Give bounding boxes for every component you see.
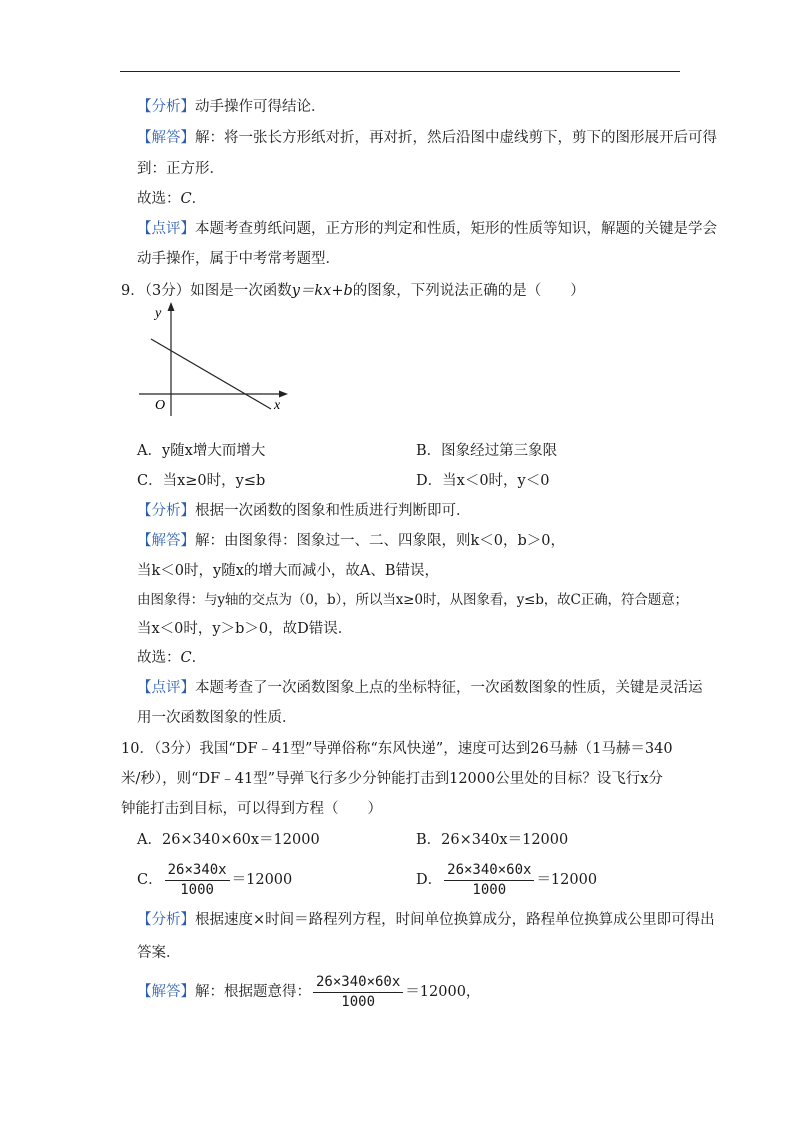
q8-comment-line-2: 动手操作，属于中考常考题型． <box>137 251 340 267</box>
q9-answer-line-1 <box>137 531 565 551</box>
option-text: 当x＜0时，y＜0 <box>442 473 550 489</box>
option-label: A． <box>137 832 162 848</box>
linear-function-graph <box>135 296 295 420</box>
answer-tag: 【解答】 <box>137 130 195 146</box>
q10-analysis-line-1 <box>137 910 715 930</box>
q10-stem-line-2: 米/秒），则“DF﹣41型”导弹飞行多少分钟能打击到12000公里处的目标？设飞行x分 <box>121 771 663 787</box>
fraction-numerator: 26×340x <box>165 862 230 881</box>
analysis-tag: 【分析】 <box>137 503 195 519</box>
q8-analysis <box>137 97 326 117</box>
option-label: D． <box>416 473 443 489</box>
q9-stem-prefix: 9．（3分）如图是一次函数 <box>121 283 292 299</box>
option-label: B． <box>416 832 442 848</box>
q8-answer-line-2: 到：正方形． <box>137 161 224 177</box>
y-axis-label: y <box>155 306 162 321</box>
comment-tag: 【点评】 <box>137 680 195 696</box>
q9-comment-line-1 <box>137 678 703 698</box>
answer-tag: 【解答】 <box>137 984 195 1000</box>
answer-text: 解：将一张长方形纸对折，再对折，然后沿图中虚线剪下，剪下的图形展开后可得 <box>195 130 717 146</box>
option-label: D． <box>416 872 443 888</box>
option-text: y随x增大而增大 <box>161 443 266 459</box>
comment-text: 本题考查剪纸问题，正方形的判定和性质，矩形的性质等知识，解题的关键是学会 <box>195 221 717 237</box>
origin-label: O <box>155 398 166 413</box>
q9-option-c <box>137 471 265 491</box>
answer-prefix: 解：根据题意得： <box>195 984 311 1000</box>
answer-text: 解：由图象得：图象过一、二、四象限，则k＜0，b＞0， <box>195 533 566 549</box>
q9-option-b <box>416 441 557 461</box>
option-label: B． <box>416 443 442 459</box>
function-line <box>151 339 271 409</box>
choose-suffix: ． <box>191 650 207 666</box>
option-rest: ＝12000 <box>231 872 293 888</box>
option-label: C． <box>137 872 163 888</box>
q9-equation: y＝kx+b <box>291 283 353 299</box>
q9-answer-line-4: 当x＜0时，y＞b＞0，故D错误． <box>137 621 353 637</box>
choose-letter: C <box>180 650 192 666</box>
q9-answer-line-3: 由图象得：与y轴的交点为（0，b），所以当x≥0时，从图象看，y≤b，故C正确，符合题意； <box>137 592 688 608</box>
option-text: 26×340x＝12000 <box>441 832 569 848</box>
y-axis-arrow <box>168 302 175 311</box>
q10-stem-line-3: 钟能打击到目标，可以得到方程（ ） <box>121 801 382 817</box>
q10-answer <box>137 973 480 1011</box>
fraction-numerator: 26×340×60x <box>313 974 403 993</box>
q10-option-a <box>137 830 320 850</box>
choose-letter: C <box>180 191 192 207</box>
q8-answer-line-1 <box>137 128 717 148</box>
fraction <box>313 974 403 1011</box>
choose-suffix: ． <box>191 191 207 207</box>
choose-prefix: 故选： <box>137 650 181 666</box>
fraction-denominator: 1000 <box>341 993 375 1010</box>
option-rest: ＝12000 <box>536 872 598 888</box>
fraction-numerator: 26×340×60x <box>444 862 534 881</box>
q9-analysis <box>137 501 471 521</box>
q9-option-a <box>137 441 265 461</box>
option-text: 图象经过第三象限 <box>441 443 558 459</box>
q9-choose <box>137 648 206 668</box>
q8-comment-line-1 <box>137 219 717 239</box>
choose-prefix: 故选： <box>137 191 181 207</box>
q8-choose <box>137 189 206 209</box>
fraction <box>444 862 534 899</box>
q9-stem-suffix: 的图象，下列说法正确的是（ ） <box>352 283 585 299</box>
fraction <box>165 862 230 899</box>
q10-option-b <box>416 830 568 850</box>
option-text: 当x≥0时，y≤b <box>162 473 266 489</box>
q10-stem-line-1: 10．（3分）我国“DF﹣41型”导弹俗称“东风快递”，速度可达到26马赫（1马赫＝340 <box>121 741 673 757</box>
header-rule <box>120 71 680 72</box>
analysis-text: 根据速度×时间＝路程列方程，时间单位换算成分，路程单位换算成公里即可得出 <box>195 912 715 928</box>
q10-option-d <box>416 861 597 899</box>
fraction-denominator: 1000 <box>180 881 214 898</box>
analysis-tag: 【分析】 <box>137 99 195 115</box>
comment-tag: 【点评】 <box>137 221 195 237</box>
x-axis-arrow <box>279 391 288 398</box>
q10-option-c <box>137 861 292 899</box>
analysis-tag: 【分析】 <box>137 912 195 928</box>
answer-tag: 【解答】 <box>137 533 195 549</box>
analysis-text: 根据一次函数的图象和性质进行判断即可． <box>195 503 471 519</box>
option-label: C． <box>137 473 163 489</box>
x-axis-label: x <box>274 398 281 413</box>
option-text: 26×340×60x＝12000 <box>161 832 320 848</box>
answer-rest: ＝12000， <box>405 984 481 1000</box>
fraction-denominator: 1000 <box>472 881 507 898</box>
q10-analysis-line-2: 答案． <box>137 945 181 961</box>
q9-answer-line-2: 当k＜0时，y随x的增大而减小，故A、B错误， <box>137 563 440 579</box>
q9-comment-line-2: 用一次函数图象的性质． <box>137 710 297 726</box>
q9-option-d <box>416 471 549 491</box>
analysis-text: 动手操作可得结论． <box>195 99 326 115</box>
comment-text: 本题考查了一次函数图象上点的坐标特征，一次函数图象的性质，关键是灵活运 <box>195 680 703 696</box>
option-label: A． <box>137 443 162 459</box>
